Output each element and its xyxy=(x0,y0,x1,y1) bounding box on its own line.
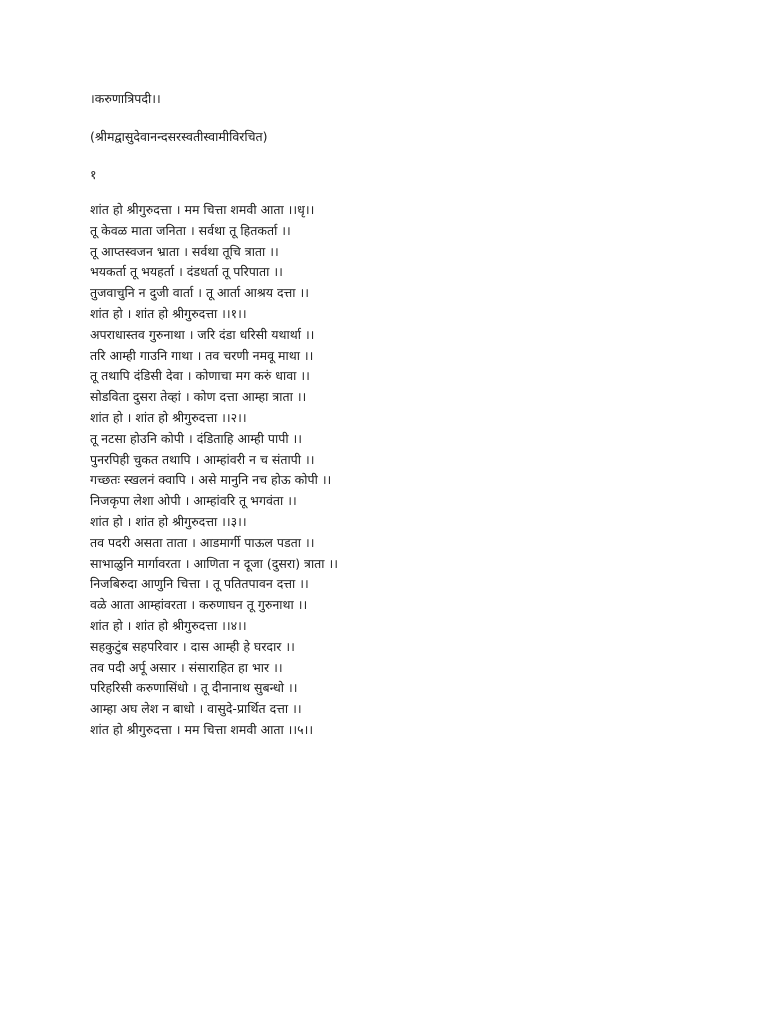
verse-line: सहकुटुंब सहपरिवार । दास आम्ही हे घरदार ।। xyxy=(90,638,295,654)
verse-line: निजकृपा लेशा ओपी । आम्हांवरि तू भगवंता ।। xyxy=(90,493,297,509)
verse-line: तू आप्तस्वजन भ्राता । सर्वथा तूचि त्राता ।। xyxy=(90,243,279,259)
verse-block xyxy=(90,200,730,741)
verse-line: निजबिरुदा आणुनि चित्ता । तू पतितपावन दत्ता ।। xyxy=(90,576,309,592)
verse-line: साभाळुनि मार्गावरता । आणिता न दूजा (दुसरा) त्राता ।। xyxy=(90,555,338,571)
refrain-line: शांत हो । शांत हो श्रीगुरुदत्ता ।।४।। xyxy=(90,617,247,633)
refrain-line: शांत हो । शांत हो श्रीगुरुदत्ता ।।२।। xyxy=(90,409,247,425)
verse-line: अपराधास्तव गुरुनाथा । जरि दंडा धरिसी यथार्था ।। xyxy=(90,326,315,342)
verse-line: गच्छतः स्खलनं क्वापि । असे मानुनि नच होऊ कोपी ।। xyxy=(90,472,332,488)
verse-line: तुजवाचुनि न दुजी वार्ता । तू आर्ता आश्रय दत्ता ।। xyxy=(90,285,309,301)
refrain-line: शांत हो श्रीगुरुदत्ता । मम चित्ता शमवी आता ।।५।। xyxy=(90,721,314,737)
section-number: १ xyxy=(90,167,97,182)
verse-line: शांत हो श्रीगुरुदत्ता । मम चित्ता शमवी आता ।।धृ।। xyxy=(90,202,315,217)
verse-line: भयकर्ता तू भयहर्ता । दंडधर्ता तू परिपाता ।। xyxy=(90,264,283,280)
document-title: ।करुणात्रिपदी।। xyxy=(90,91,161,106)
document-subtitle: (श्रीमद्वासुदेवानन्दसरस्वतीस्वामीविरचित) xyxy=(90,129,268,144)
document-page xyxy=(90,88,730,741)
refrain-line: शांत हो । शांत हो श्रीगुरुदत्ता ।।३।। xyxy=(90,513,247,529)
verse-line: तरि आम्ही गाउनि गाथा । तव चरणी नमवू माथा ।। xyxy=(90,347,314,363)
verse-line: तू तथापि दंडिसी देवा । कोणाचा मग करुं धावा ।। xyxy=(90,368,310,384)
verse-line: तू केवळ माता जनिता । सर्वथा तू हितकर्ता ।। xyxy=(90,222,291,238)
verse-line: तू नटसा होउनि कोपी । दंडिताहि आम्ही पापी ।। xyxy=(90,430,303,446)
verse-line: पुनरपिही चुकत तथापि । आम्हांवरी न च संतापी ।। xyxy=(90,451,315,467)
verse-line: वळे आता आम्हांवरता । करुणाघन तू गुरुनाथा ।। xyxy=(90,597,308,613)
verse-line: तव पदी अर्पू असार । संसाराहित हा भार ।। xyxy=(90,659,283,675)
verse-line: आम्हा अघ लेश न बाधो । वासुदे-प्रार्थित दत्ता ।। xyxy=(90,701,302,717)
verse-line: सोडविता दुसरा तेव्हां । कोण दत्ता आम्हा त्राता ।। xyxy=(90,389,307,405)
verse-line: परिहरिसी करुणासिंधो । तू दीनानाथ सुबन्धो ।। xyxy=(90,680,298,696)
refrain-line: शांत हो । शांत हो श्रीगुरुदत्ता ।।१।। xyxy=(90,305,247,321)
verse-line: तव पदरी असता ताता । आडमार्गी पाऊल पडता ।। xyxy=(90,534,315,550)
